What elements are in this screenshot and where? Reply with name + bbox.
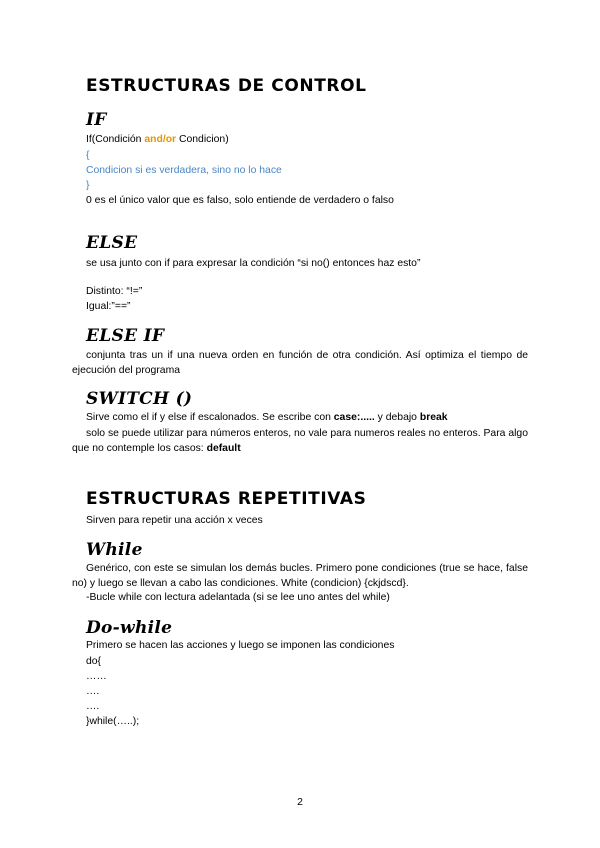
code-line: …. [86, 686, 100, 697]
while-note: -Bucle while con lectura adelantada (si se lee uno antes del while) [86, 592, 390, 603]
switch-line-1 [86, 411, 448, 425]
heading-do-while: Do-while [86, 618, 173, 638]
if-syntax-line [86, 133, 229, 147]
if-brace-open: { [86, 150, 90, 161]
code-line: }while(…..); [86, 716, 140, 727]
section-title-control: ESTRUCTURAS DE CONTROL [86, 76, 367, 96]
switch-line1-pre: Sirve como el if y else if escalonados. Se escribe con [86, 412, 334, 423]
heading-else-if: ELSE IF [86, 326, 165, 346]
code-line: …… [86, 671, 107, 682]
section-title-repetitive: ESTRUCTURAS REPETITIVAS [86, 489, 367, 509]
if-note: 0 es el único valor que es falso, solo entiende de verdadero o falso [86, 195, 394, 206]
heading-if: IF [86, 110, 107, 130]
switch-line-2 [72, 426, 528, 456]
while-description: Genérico, con este se simulan los demás bucles. Primero pone condiciones (true se hace, false no) y luego se llevan a cabo las condiciones. White (condicion) {ckjdscd}. [72, 563, 528, 589]
if-syntax-pre: If(Condición [86, 134, 145, 145]
switch-line2-pre: solo se puede utilizar para números enteros, no vale para numeros reales no enteros. Para algo que no contemple los casos: [72, 428, 528, 454]
else-distinto: Distinto: “!=” [86, 286, 143, 297]
if-body: Condicion si es verdadera, sino no lo hace [86, 165, 282, 176]
heading-switch: SWITCH () [86, 389, 193, 409]
code-line: do{ [86, 656, 102, 667]
else-igual: Igual:”==” [86, 301, 131, 312]
switch-case-keyword: case:..... [333, 412, 375, 423]
if-syntax-keyword: and/or [144, 134, 177, 145]
else-description: se usa junto con if para expresar la condición “si no() entonces haz esto” [86, 258, 421, 269]
elseif-description: conjunta tras un if una nueva orden en función de otra condición. Así optimiza el tiempo de ejecución del programa [72, 350, 528, 376]
switch-default-keyword: default [206, 443, 241, 454]
heading-else: ELSE [86, 233, 138, 253]
heading-while: While [86, 540, 143, 560]
if-syntax-post: Condicion) [176, 134, 229, 145]
if-brace-close: } [86, 180, 90, 191]
switch-line1-mid: y debajo [374, 412, 420, 423]
dowhile-description: Primero se hacen las acciones y luego se imponen las condiciones [86, 640, 395, 651]
repetitive-intro: Sirven para repetir una acción x veces [86, 515, 263, 526]
page-number: 2 [297, 797, 303, 808]
code-line: …. [86, 701, 100, 712]
switch-break-keyword: break [419, 412, 448, 423]
